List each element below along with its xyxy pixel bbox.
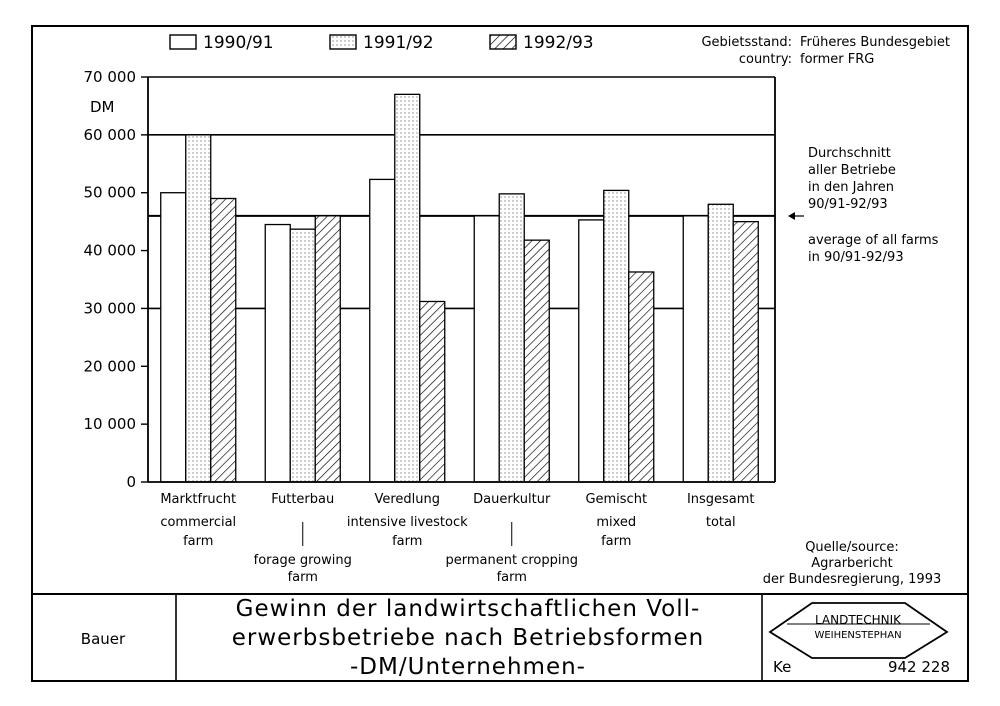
category-label-de: Gemischt xyxy=(585,492,648,507)
category-label-en: forage growing xyxy=(253,553,352,568)
bar-1992-93-futterbau xyxy=(315,216,340,482)
bar-1990-91-futterbau xyxy=(265,225,290,482)
category-label-en-2: farm xyxy=(392,534,423,549)
source-line3: der Bundesregierung, 1993 xyxy=(762,572,942,587)
bar-1991-92-veredlung xyxy=(395,94,420,482)
avg-de-line4: 90/91-92/93 xyxy=(808,197,888,212)
bar-1991-92-marktfrucht xyxy=(186,135,211,482)
logo-line1: LANDTECHNIK xyxy=(814,613,902,627)
category-label-en-2: farm xyxy=(496,570,527,585)
bar-1991-92-gemischt xyxy=(604,190,629,482)
bar-1991-92-futterbau xyxy=(290,229,315,482)
bar-1990-91-marktfrucht xyxy=(161,193,186,482)
avg-en-line2: in 90/91-92/93 xyxy=(808,250,904,265)
y-tick-label: 60 000 xyxy=(83,125,136,144)
y-tick-label: 50 000 xyxy=(83,183,136,202)
category-label-en: mixed xyxy=(596,515,637,530)
bar-1991-92-insgesamt xyxy=(708,204,733,482)
source-line1: Quelle/source: xyxy=(805,540,899,555)
legend-label-1990-91: 1990/91 xyxy=(203,33,274,53)
avg-de-line3: in den Jahren xyxy=(808,180,894,195)
legend-swatch-1991-92 xyxy=(330,35,356,49)
category-label-de: Insgesamt xyxy=(686,492,755,507)
bar-1990-91-dauerkultur xyxy=(474,216,499,482)
source-line2: Agrarbericht xyxy=(811,556,893,571)
document-number: 942 228 xyxy=(887,658,950,676)
title-line3: -DM/Unternehmen- xyxy=(350,654,586,680)
landtechnik-logo xyxy=(770,603,947,658)
category-label-de: Dauerkultur xyxy=(473,492,551,507)
avg-de-line1: Durchschnitt xyxy=(808,146,891,161)
bar-1991-92-dauerkultur xyxy=(499,194,524,482)
category-label-en-2: farm xyxy=(601,534,632,549)
logo-line2: WEIHENSTEPHAN xyxy=(814,630,902,641)
category-label-en: commercial xyxy=(160,515,237,530)
average-arrow-icon xyxy=(788,212,804,220)
y-tick-label: 30 000 xyxy=(83,299,136,318)
title-line1: Gewinn der landwirtschaftlichen Voll- xyxy=(235,596,701,622)
bar-1992-93-gemischt xyxy=(629,272,654,482)
bar-1990-91-veredlung xyxy=(370,179,395,482)
region-de-value: Früheres Bundesgebiet xyxy=(800,35,950,50)
bar-1990-91-insgesamt xyxy=(683,216,708,482)
category-label-en: permanent cropping xyxy=(445,553,578,568)
bar-1992-93-marktfrucht xyxy=(211,199,236,483)
y-tick-label: 40 000 xyxy=(83,241,136,260)
bar-1992-93-insgesamt xyxy=(733,222,758,482)
region-de-label: Gebietsstand: xyxy=(701,35,792,50)
category-label-de: Futterbau xyxy=(271,492,335,507)
legend-label-1991-92: 1991/92 xyxy=(363,33,434,53)
legend-label-1992-93: 1992/93 xyxy=(523,33,594,53)
author-label: Bauer xyxy=(80,630,126,648)
y-tick-label: 70 000 xyxy=(83,68,136,86)
legend-swatch-1992-93 xyxy=(490,35,516,49)
category-label-en: intensive livestock xyxy=(346,515,468,530)
title-line2: erwerbsbetriebe nach Betriebsformen xyxy=(231,625,705,651)
legend xyxy=(170,33,594,53)
initials-label: Ke xyxy=(773,658,792,676)
y-tick-label: 0 xyxy=(126,473,136,491)
y-tick-label: 20 000 xyxy=(83,357,136,376)
category-label-de: Marktfrucht xyxy=(160,492,237,507)
region-en-label: country: xyxy=(738,52,792,67)
category-label-en: total xyxy=(705,515,736,530)
bar-1990-91-gemischt xyxy=(579,220,604,482)
region-en-value: former FRG xyxy=(800,52,875,67)
bar-1992-93-veredlung xyxy=(420,301,445,482)
category-label-en-2: farm xyxy=(287,570,318,585)
legend-swatch-1990-91 xyxy=(170,35,196,49)
bar-1992-93-dauerkultur xyxy=(524,240,549,482)
avg-en-line1: average of all farms xyxy=(808,233,939,248)
category-label-de: Veredlung xyxy=(374,492,441,507)
y-axis-unit: DM xyxy=(90,98,115,116)
y-tick-label: 10 000 xyxy=(83,415,136,434)
avg-de-line2: aller Betriebe xyxy=(808,163,896,178)
category-label-en-2: farm xyxy=(183,534,214,549)
